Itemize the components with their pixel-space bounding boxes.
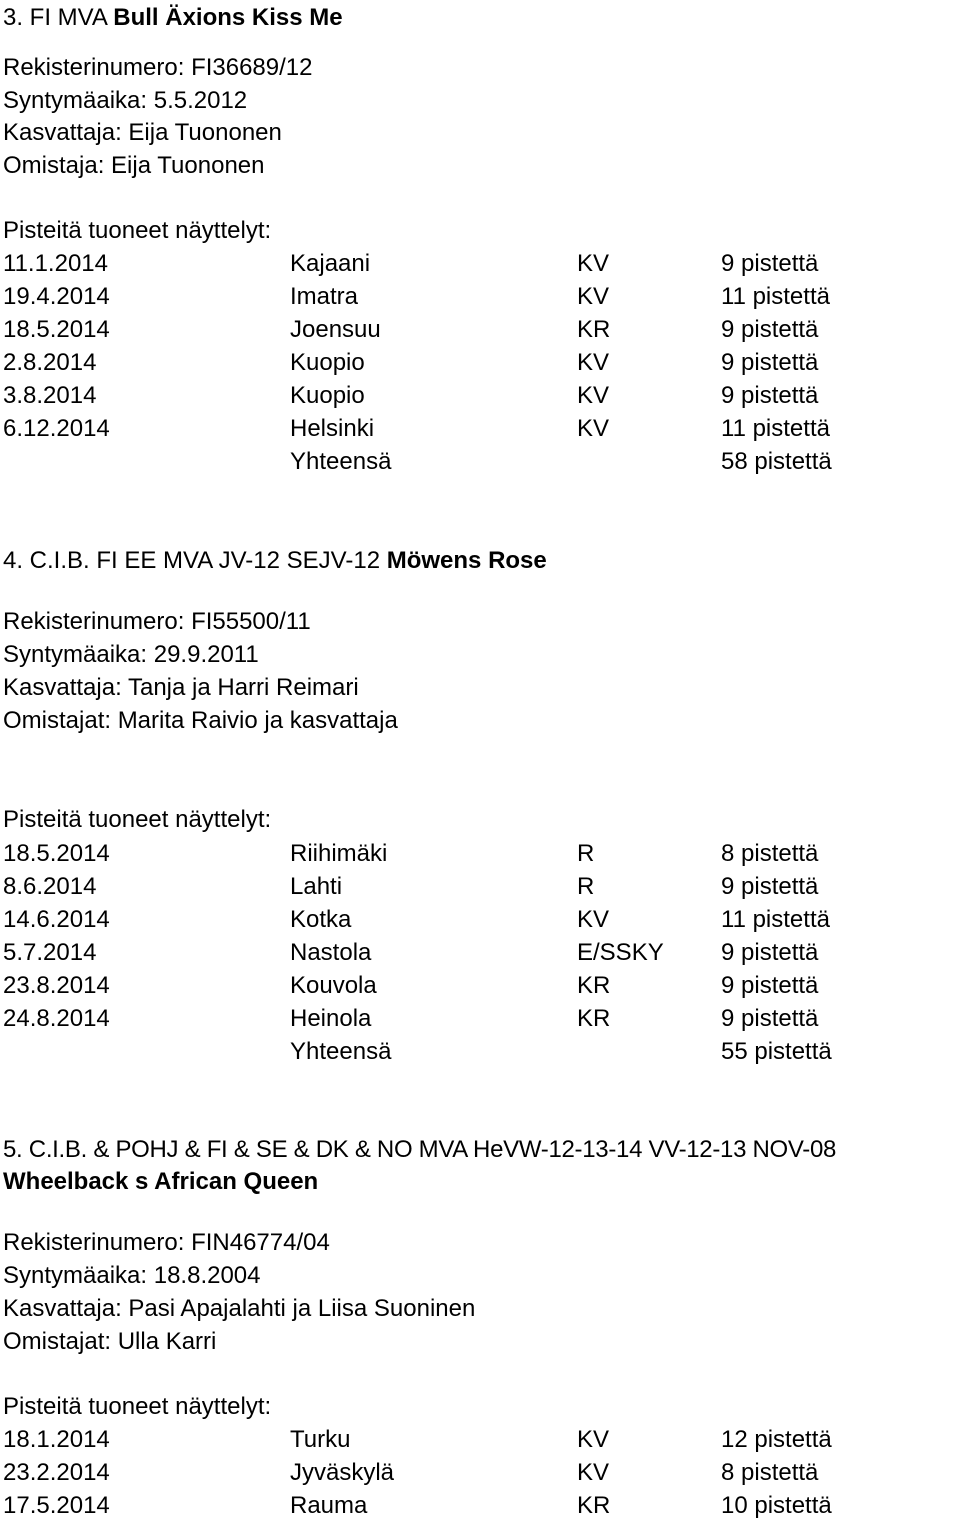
show-city: Kuopio bbox=[290, 382, 365, 409]
breeder: Kasvattaja: Eija Tuononen bbox=[3, 119, 282, 146]
show-points: 9 pistettä bbox=[721, 972, 819, 999]
total-points: 55 pistettä bbox=[721, 1038, 832, 1065]
show-city: Kotka bbox=[290, 906, 352, 933]
show-city: Joensuu bbox=[290, 316, 381, 343]
show-date: 14.6.2014 bbox=[3, 906, 110, 933]
birth-date: Syntymäaika: 29.9.2011 bbox=[3, 641, 259, 668]
table-row bbox=[3, 412, 958, 445]
show-points: 9 pistettä bbox=[721, 1005, 819, 1032]
show-grade: KR bbox=[577, 972, 611, 999]
table-row bbox=[3, 247, 958, 280]
table-row bbox=[3, 379, 958, 412]
show-grade: KR bbox=[577, 1005, 611, 1032]
show-date: 19.4.2014 bbox=[3, 283, 110, 310]
birth-date: Syntymäaika: 5.5.2012 bbox=[3, 87, 248, 114]
table-row bbox=[3, 837, 958, 870]
show-date: 11.1.2014 bbox=[3, 250, 108, 277]
total-label: Yhteensä bbox=[290, 1038, 392, 1065]
show-points: 8 pistettä bbox=[721, 1459, 819, 1486]
show-city: Jyväskylä bbox=[290, 1459, 395, 1486]
show-city: Kajaani bbox=[290, 250, 371, 277]
total-points: 58 pistettä bbox=[721, 448, 832, 475]
show-date: 5.7.2014 bbox=[3, 939, 97, 966]
heading-prefix: 4. C.I.B. FI EE MVA JV-12 SEJV-12 bbox=[3, 547, 387, 574]
total-row bbox=[3, 1035, 958, 1068]
show-date: 18.5.2014 bbox=[3, 840, 110, 867]
show-grade: KV bbox=[577, 283, 610, 310]
show-date: 23.8.2014 bbox=[3, 972, 110, 999]
show-points: 9 pistettä bbox=[721, 382, 819, 409]
show-grade: KV bbox=[577, 382, 610, 409]
show-date: 8.6.2014 bbox=[3, 873, 97, 900]
show-date: 18.1.2014 bbox=[3, 1426, 110, 1453]
owner: Omistajat: Marita Raivio ja kasvattaja bbox=[3, 707, 398, 734]
shows-table bbox=[3, 1423, 958, 1522]
show-grade: R bbox=[577, 873, 595, 900]
table-row bbox=[3, 313, 958, 346]
show-date: 6.12.2014 bbox=[3, 415, 110, 442]
owner: Omistajat: Ulla Karri bbox=[3, 1328, 217, 1355]
show-grade: R bbox=[577, 840, 595, 867]
table-row bbox=[3, 1423, 958, 1456]
table-row bbox=[3, 280, 958, 313]
shows-label: Pisteitä tuoneet näyttelyt: bbox=[3, 217, 272, 244]
show-date: 17.5.2014 bbox=[3, 1492, 110, 1519]
dog-name: Wheelback s African Queen bbox=[3, 1168, 319, 1195]
show-city: Rauma bbox=[290, 1492, 368, 1519]
total-row bbox=[3, 445, 958, 478]
breeder: Kasvattaja: Tanja ja Harri Reimari bbox=[3, 674, 359, 701]
registration-number: Rekisterinumero: FIN46774/04 bbox=[3, 1229, 330, 1256]
show-city: Heinola bbox=[290, 1005, 372, 1032]
show-grade: KV bbox=[577, 1459, 610, 1486]
show-grade: KV bbox=[577, 250, 610, 277]
shows-label: Pisteitä tuoneet näyttelyt: bbox=[3, 1393, 272, 1420]
show-city: Kuopio bbox=[290, 349, 365, 376]
show-date: 3.8.2014 bbox=[3, 382, 97, 409]
show-points: 9 pistettä bbox=[721, 939, 819, 966]
heading-prefix: 5. C.I.B. & POHJ & FI & SE & DK & NO MVA HeVW-12-13-14 VV-12-13 NOV-08 bbox=[3, 1136, 837, 1163]
show-date: 24.8.2014 bbox=[3, 1005, 110, 1032]
show-city: Kouvola bbox=[290, 972, 377, 999]
show-points: 9 pistettä bbox=[721, 349, 819, 376]
show-grade: KV bbox=[577, 1426, 610, 1453]
show-city: Nastola bbox=[290, 939, 372, 966]
show-date: 18.5.2014 bbox=[3, 316, 110, 343]
entry-heading bbox=[3, 544, 547, 577]
dog-name: Möwens Rose bbox=[386, 547, 547, 574]
table-row bbox=[3, 346, 958, 379]
show-grade: E/SSKY bbox=[577, 939, 664, 966]
shows-label: Pisteitä tuoneet näyttelyt: bbox=[3, 806, 272, 833]
show-date: 2.8.2014 bbox=[3, 349, 97, 376]
table-row bbox=[3, 870, 958, 903]
registration-number: Rekisterinumero: FI55500/11 bbox=[3, 608, 311, 635]
breeder: Kasvattaja: Pasi Apajalahti ja Liisa Suoninen bbox=[3, 1295, 476, 1322]
owner: Omistaja: Eija Tuononen bbox=[3, 152, 265, 179]
show-points: 11 pistettä bbox=[721, 415, 830, 442]
shows-table bbox=[3, 247, 958, 478]
table-row bbox=[3, 903, 958, 936]
show-points: 9 pistettä bbox=[721, 250, 819, 277]
show-grade: KR bbox=[577, 316, 611, 343]
show-date: 23.2.2014 bbox=[3, 1459, 110, 1486]
show-city: Imatra bbox=[290, 283, 359, 310]
entry-heading bbox=[3, 1, 343, 34]
show-grade: KV bbox=[577, 906, 610, 933]
show-city: Helsinki bbox=[290, 415, 375, 442]
table-row bbox=[3, 969, 958, 1002]
heading-prefix: 3. FI MVA bbox=[3, 4, 114, 31]
show-points: 9 pistettä bbox=[721, 873, 819, 900]
dog-name: Bull Äxions Kiss Me bbox=[113, 4, 343, 31]
show-grade: KR bbox=[577, 1492, 611, 1519]
total-label: Yhteensä bbox=[290, 448, 392, 475]
table-row bbox=[3, 1002, 958, 1035]
show-points: 12 pistettä bbox=[721, 1426, 832, 1453]
show-points: 9 pistettä bbox=[721, 316, 819, 343]
shows-table bbox=[3, 837, 958, 1068]
show-grade: KV bbox=[577, 349, 610, 376]
registration-number: Rekisterinumero: FI36689/12 bbox=[3, 54, 313, 81]
show-grade: KV bbox=[577, 415, 610, 442]
show-city: Riihimäki bbox=[290, 840, 388, 867]
show-points: 8 pistettä bbox=[721, 840, 819, 867]
show-points: 10 pistettä bbox=[721, 1492, 832, 1519]
show-points: 11 pistettä bbox=[721, 283, 830, 310]
table-row bbox=[3, 936, 958, 969]
birth-date: Syntymäaika: 18.8.2004 bbox=[3, 1262, 261, 1289]
show-city: Lahti bbox=[290, 873, 343, 900]
show-city: Turku bbox=[290, 1426, 351, 1453]
entry-heading-name bbox=[3, 1165, 318, 1198]
table-row bbox=[3, 1456, 958, 1489]
entry-heading bbox=[3, 1133, 836, 1166]
show-points: 11 pistettä bbox=[721, 906, 830, 933]
